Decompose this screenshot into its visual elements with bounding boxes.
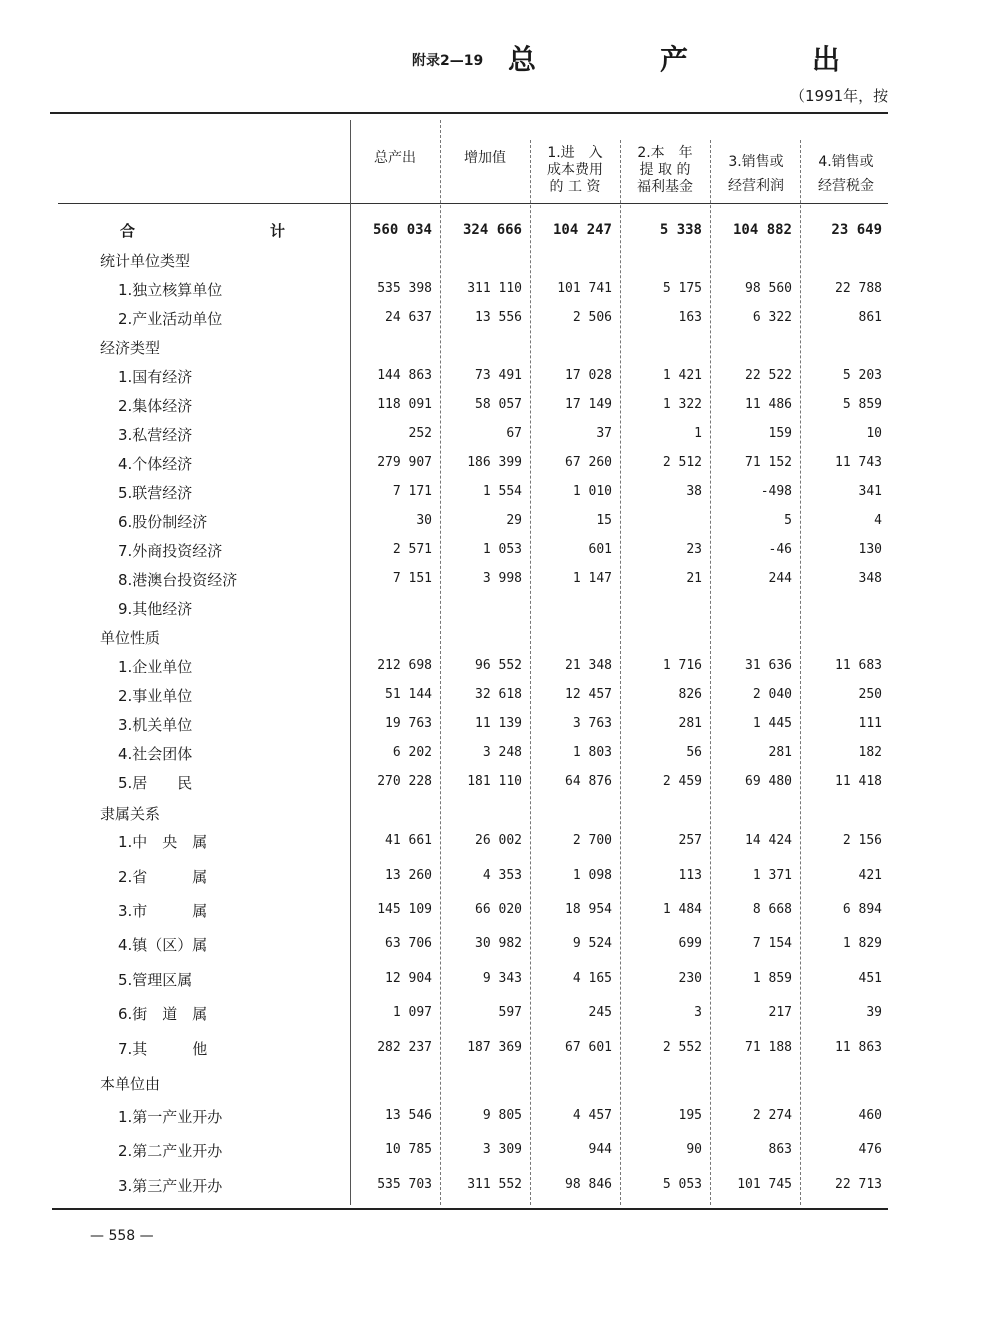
table-cell: 5 053 <box>662 1177 702 1192</box>
table-cell: 2 156 <box>842 833 882 848</box>
row-label: 4.镇（区）属 <box>118 936 208 954</box>
table-row <box>0 1003 1000 1032</box>
row-label: 1.国有经济 <box>118 368 193 386</box>
column-header-line: 增加值 <box>464 150 506 166</box>
row-label: 7.外商投资经济 <box>118 542 223 560</box>
table-cell: 23 649 <box>831 222 882 238</box>
table-cell: 71 188 <box>745 1040 792 1055</box>
table-cell: 324 666 <box>462 222 522 238</box>
row-label: 经济类型 <box>100 339 161 357</box>
table-cell: 9 343 <box>482 971 522 986</box>
row-label: 4.社会团体 <box>118 745 193 763</box>
table-cell: 1 053 <box>482 542 522 557</box>
table-cell: 2 040 <box>752 687 792 702</box>
table-cell: 3 309 <box>482 1142 522 1157</box>
title-char-2: 产 <box>660 43 689 76</box>
table-row <box>0 1140 1000 1169</box>
table-row <box>0 569 1000 598</box>
table-cell: 1 445 <box>752 716 792 731</box>
table-cell: 31 636 <box>745 658 792 673</box>
table-cell: 22 713 <box>835 1177 882 1192</box>
table-cell: 12 457 <box>565 687 612 702</box>
table-cell: 3 <box>694 1005 702 1020</box>
row-label: 3.私营经济 <box>118 426 193 444</box>
table-cell: 144 863 <box>377 368 432 383</box>
table-cell: 39 <box>866 1005 882 1020</box>
table-cell: 69 480 <box>745 774 792 789</box>
table-cell: 3 998 <box>482 571 522 586</box>
table-cell: 341 <box>858 484 882 499</box>
table-cell: 163 <box>678 310 702 325</box>
table-cell: 66 020 <box>475 902 522 917</box>
table-label: 附录2—19 <box>412 53 484 69</box>
column-header-welfare-fund <box>625 145 705 196</box>
table-cell: 212 698 <box>377 658 432 673</box>
table-cell: 101 745 <box>737 1177 792 1192</box>
table-cell: 67 260 <box>565 455 612 470</box>
table-cell: 18 954 <box>565 902 612 917</box>
table-row <box>0 308 1000 337</box>
column-header-line: 3.销售或 <box>728 154 784 170</box>
table-row <box>0 279 1000 308</box>
table-cell: 73 491 <box>475 368 522 383</box>
table-row <box>0 969 1000 998</box>
table-cell: 4 457 <box>572 1108 612 1123</box>
table-cell: 699 <box>678 936 702 951</box>
table-cell: 22 522 <box>745 368 792 383</box>
table-row <box>0 803 1000 832</box>
table-cell: 30 982 <box>475 936 522 951</box>
row-label: 隶属关系 <box>100 805 161 823</box>
table-cell: 22 788 <box>835 281 882 296</box>
table-cell: 217 <box>768 1005 792 1020</box>
column-header-line: 经营税金 <box>818 178 874 194</box>
table-row <box>0 866 1000 895</box>
column-header-line: 成本费用 <box>547 162 603 178</box>
row-label: 8.港澳台投资经济 <box>118 571 238 589</box>
table-cell: 270 228 <box>377 774 432 789</box>
table-row <box>0 1073 1000 1102</box>
table-cell: 348 <box>858 571 882 586</box>
table-cell: 10 785 <box>385 1142 432 1157</box>
table-cell: 51 144 <box>385 687 432 702</box>
table-cell: 96 552 <box>475 658 522 673</box>
row-label: 1.第一产业开办 <box>118 1108 223 1126</box>
table-cell: 6 202 <box>392 745 432 760</box>
table-cell: 1 859 <box>752 971 792 986</box>
row-label: 5.管理区属 <box>118 971 193 989</box>
table-cell: 15 <box>596 513 612 528</box>
table-cell: 5 175 <box>662 281 702 296</box>
table-cell: 451 <box>858 971 882 986</box>
column-header-line: 经营利润 <box>728 178 784 194</box>
row-label: 3.机关单位 <box>118 716 193 734</box>
table-row <box>0 1106 1000 1135</box>
title-char-1: 总 <box>508 43 537 76</box>
table-cell: 130 <box>858 542 882 557</box>
table-row <box>0 511 1000 540</box>
table-cell: 1 097 <box>392 1005 432 1020</box>
table-cell: 6 322 <box>752 310 792 325</box>
table-cell: 3 763 <box>572 716 612 731</box>
table-cell: -498 <box>760 484 792 499</box>
table-cell: 535 398 <box>377 281 432 296</box>
table-cell: 104 247 <box>552 222 612 238</box>
table-cell: 476 <box>858 1142 882 1157</box>
table-cell: 11 683 <box>835 658 882 673</box>
row-label: 1.中 央 属 <box>118 833 208 851</box>
table-cell: 98 846 <box>565 1177 612 1192</box>
table-cell: 421 <box>858 868 882 883</box>
table-row <box>0 831 1000 860</box>
table-row <box>0 453 1000 482</box>
table-cell: 279 907 <box>377 455 432 470</box>
table-cell: 159 <box>768 426 792 441</box>
table-cell: 244 <box>768 571 792 586</box>
table-row <box>0 395 1000 424</box>
table-row <box>0 598 1000 627</box>
table-cell: 7 154 <box>752 936 792 951</box>
table-cell: 13 546 <box>385 1108 432 1123</box>
table-cell: 1 010 <box>572 484 612 499</box>
table-cell: 252 <box>408 426 432 441</box>
table-cell: 26 002 <box>475 833 522 848</box>
table-cell: 311 552 <box>467 1177 522 1192</box>
table-cell: 863 <box>768 1142 792 1157</box>
table-cell: 2 274 <box>752 1108 792 1123</box>
column-header-line: 2.本 年 <box>637 145 693 161</box>
table-cell: 8 668 <box>752 902 792 917</box>
table-cell: 14 424 <box>745 833 792 848</box>
table-cell: 67 <box>506 426 522 441</box>
table-cell: 1 098 <box>572 868 612 883</box>
table-cell: 2 552 <box>662 1040 702 1055</box>
table-cell: 111 <box>858 716 882 731</box>
table-cell: 9 524 <box>572 936 612 951</box>
page-number: — 558 — <box>90 1228 154 1244</box>
top-rule <box>50 112 888 114</box>
table-cell: 1 803 <box>572 745 612 760</box>
column-header-line: 1.进 入 <box>547 145 603 161</box>
table-row <box>0 627 1000 656</box>
table-cell: 1 371 <box>752 868 792 883</box>
row-label: 1.企业单位 <box>118 658 193 676</box>
table-row <box>0 424 1000 453</box>
row-label: 2.省 属 <box>118 868 208 886</box>
table-row <box>0 337 1000 366</box>
table-cell: 17 149 <box>565 397 612 412</box>
table-cell: 23 <box>686 542 702 557</box>
table-cell: 282 237 <box>377 1040 432 1055</box>
table-cell: 11 486 <box>745 397 792 412</box>
table-cell: 2 700 <box>572 833 612 848</box>
table-cell: 19 763 <box>385 716 432 731</box>
table-cell: 21 <box>686 571 702 586</box>
table-row <box>0 743 1000 772</box>
row-label: 4.个体经济 <box>118 455 193 473</box>
table-cell: 2 512 <box>662 455 702 470</box>
table-cell: -46 <box>768 542 792 557</box>
table-cell: 98 560 <box>745 281 792 296</box>
table-cell: 281 <box>678 716 702 731</box>
table-cell: 1 421 <box>662 368 702 383</box>
table-cell: 101 741 <box>557 281 612 296</box>
row-label: 1.独立核算单位 <box>118 281 223 299</box>
table-cell: 1 484 <box>662 902 702 917</box>
table-cell: 11 139 <box>475 716 522 731</box>
table-cell: 64 876 <box>565 774 612 789</box>
table-row <box>0 772 1000 801</box>
table-cell: 257 <box>678 833 702 848</box>
table-cell: 5 859 <box>842 397 882 412</box>
table-cell: 826 <box>678 687 702 702</box>
table-cell: 861 <box>858 310 882 325</box>
row-label: 3.第三产业开办 <box>118 1177 223 1195</box>
column-header-value-added <box>445 150 525 167</box>
table-cell: 181 110 <box>467 774 522 789</box>
table-cell: 6 894 <box>842 902 882 917</box>
table-cell: 37 <box>596 426 612 441</box>
table-cell: 1 716 <box>662 658 702 673</box>
table-cell: 71 152 <box>745 455 792 470</box>
table-cell: 17 028 <box>565 368 612 383</box>
table-subtitle: （1991年，按 <box>790 87 889 105</box>
title-char-3: 出 <box>812 43 841 76</box>
table-cell: 1 <box>694 426 702 441</box>
table-cell: 13 556 <box>475 310 522 325</box>
column-header-line: 福利基金 <box>637 179 693 195</box>
column-header-line: 总产出 <box>374 150 416 166</box>
table-cell: 11 863 <box>835 1040 882 1055</box>
row-label: 统计单位类型 <box>100 252 191 270</box>
table-cell: 597 <box>498 1005 522 1020</box>
table-cell: 67 601 <box>565 1040 612 1055</box>
table-cell: 2 571 <box>392 542 432 557</box>
table-cell: 1 147 <box>572 571 612 586</box>
table-cell: 4 <box>874 513 882 528</box>
row-label: 5.居 民 <box>118 774 193 792</box>
table-row <box>0 250 1000 279</box>
table-cell: 5 <box>784 513 792 528</box>
row-label: 2.第二产业开办 <box>118 1142 223 1160</box>
table-cell: 1 322 <box>662 397 702 412</box>
table-cell: 3 248 <box>482 745 522 760</box>
table-cell: 29 <box>506 513 522 528</box>
table-cell: 113 <box>678 868 702 883</box>
row-label: 2.产业活动单位 <box>118 310 223 328</box>
table-cell: 11 418 <box>835 774 882 789</box>
table-cell: 195 <box>678 1108 702 1123</box>
table-row <box>0 540 1000 569</box>
row-label: 本单位由 <box>100 1075 161 1093</box>
table-cell: 21 348 <box>565 658 612 673</box>
table-cell: 230 <box>678 971 702 986</box>
table-cell: 118 091 <box>377 397 432 412</box>
row-label: 5.联营经济 <box>118 484 193 502</box>
table-row <box>0 220 1000 249</box>
bottom-rule <box>52 1208 888 1210</box>
table-cell: 38 <box>686 484 702 499</box>
table-row <box>0 685 1000 714</box>
table-cell: 145 109 <box>377 902 432 917</box>
column-header-wages <box>535 145 615 196</box>
table-cell: 601 <box>588 542 612 557</box>
table-cell: 5 338 <box>659 222 702 238</box>
table-cell: 32 618 <box>475 687 522 702</box>
table-cell: 12 904 <box>385 971 432 986</box>
table-cell: 460 <box>858 1108 882 1123</box>
table-cell: 2 506 <box>572 310 612 325</box>
table-row <box>0 482 1000 511</box>
row-label: 2.集体经济 <box>118 397 193 415</box>
table-cell: 56 <box>686 745 702 760</box>
table-cell: 281 <box>768 745 792 760</box>
table-cell: 7 171 <box>392 484 432 499</box>
column-header-line: 4.销售或 <box>818 154 874 170</box>
table-cell: 535 703 <box>377 1177 432 1192</box>
table-row <box>0 714 1000 743</box>
row-label: 3.市 属 <box>118 902 208 920</box>
table-cell: 1 829 <box>842 936 882 951</box>
table-cell: 311 110 <box>467 281 522 296</box>
table-cell: 4 353 <box>482 868 522 883</box>
table-cell: 186 399 <box>467 455 522 470</box>
table-row <box>0 656 1000 685</box>
table-cell: 2 459 <box>662 774 702 789</box>
row-label: 合 计 <box>120 222 346 240</box>
column-header-line: 提 取 的 <box>639 162 691 178</box>
table-cell: 4 165 <box>572 971 612 986</box>
table-row <box>0 1038 1000 1067</box>
table-cell: 10 <box>866 426 882 441</box>
table-cell: 30 <box>416 513 432 528</box>
table-row <box>0 934 1000 963</box>
row-label: 7.其 他 <box>118 1040 208 1058</box>
table-cell: 7 151 <box>392 571 432 586</box>
table-cell: 245 <box>588 1005 612 1020</box>
table-cell: 250 <box>858 687 882 702</box>
row-label: 单位性质 <box>100 629 161 647</box>
table-cell: 944 <box>588 1142 612 1157</box>
table-row <box>0 1175 1000 1204</box>
table-cell: 104 882 <box>732 222 792 238</box>
row-label: 6.股份制经济 <box>118 513 208 531</box>
table-row <box>0 366 1000 395</box>
table-cell: 9 805 <box>482 1108 522 1123</box>
column-header-line: 的 工 资 <box>549 179 601 195</box>
table-cell: 560 034 <box>372 222 432 238</box>
header-rule <box>58 203 888 204</box>
table-cell: 11 743 <box>835 455 882 470</box>
table-cell: 24 637 <box>385 310 432 325</box>
table-cell: 58 057 <box>475 397 522 412</box>
table-cell: 41 661 <box>385 833 432 848</box>
table-cell: 1 554 <box>482 484 522 499</box>
table-cell: 13 260 <box>385 868 432 883</box>
row-label: 2.事业单位 <box>118 687 193 705</box>
table-cell: 182 <box>858 745 882 760</box>
table-cell: 187 369 <box>467 1040 522 1055</box>
column-header-profit <box>715 150 797 198</box>
column-header-tax <box>805 150 887 198</box>
table-cell: 63 706 <box>385 936 432 951</box>
row-label: 9.其他经济 <box>118 600 193 618</box>
column-header-total-output <box>355 150 435 167</box>
row-label: 6.街 道 属 <box>118 1005 208 1023</box>
table-row <box>0 900 1000 929</box>
table-cell: 5 203 <box>842 368 882 383</box>
table-cell: 90 <box>686 1142 702 1157</box>
